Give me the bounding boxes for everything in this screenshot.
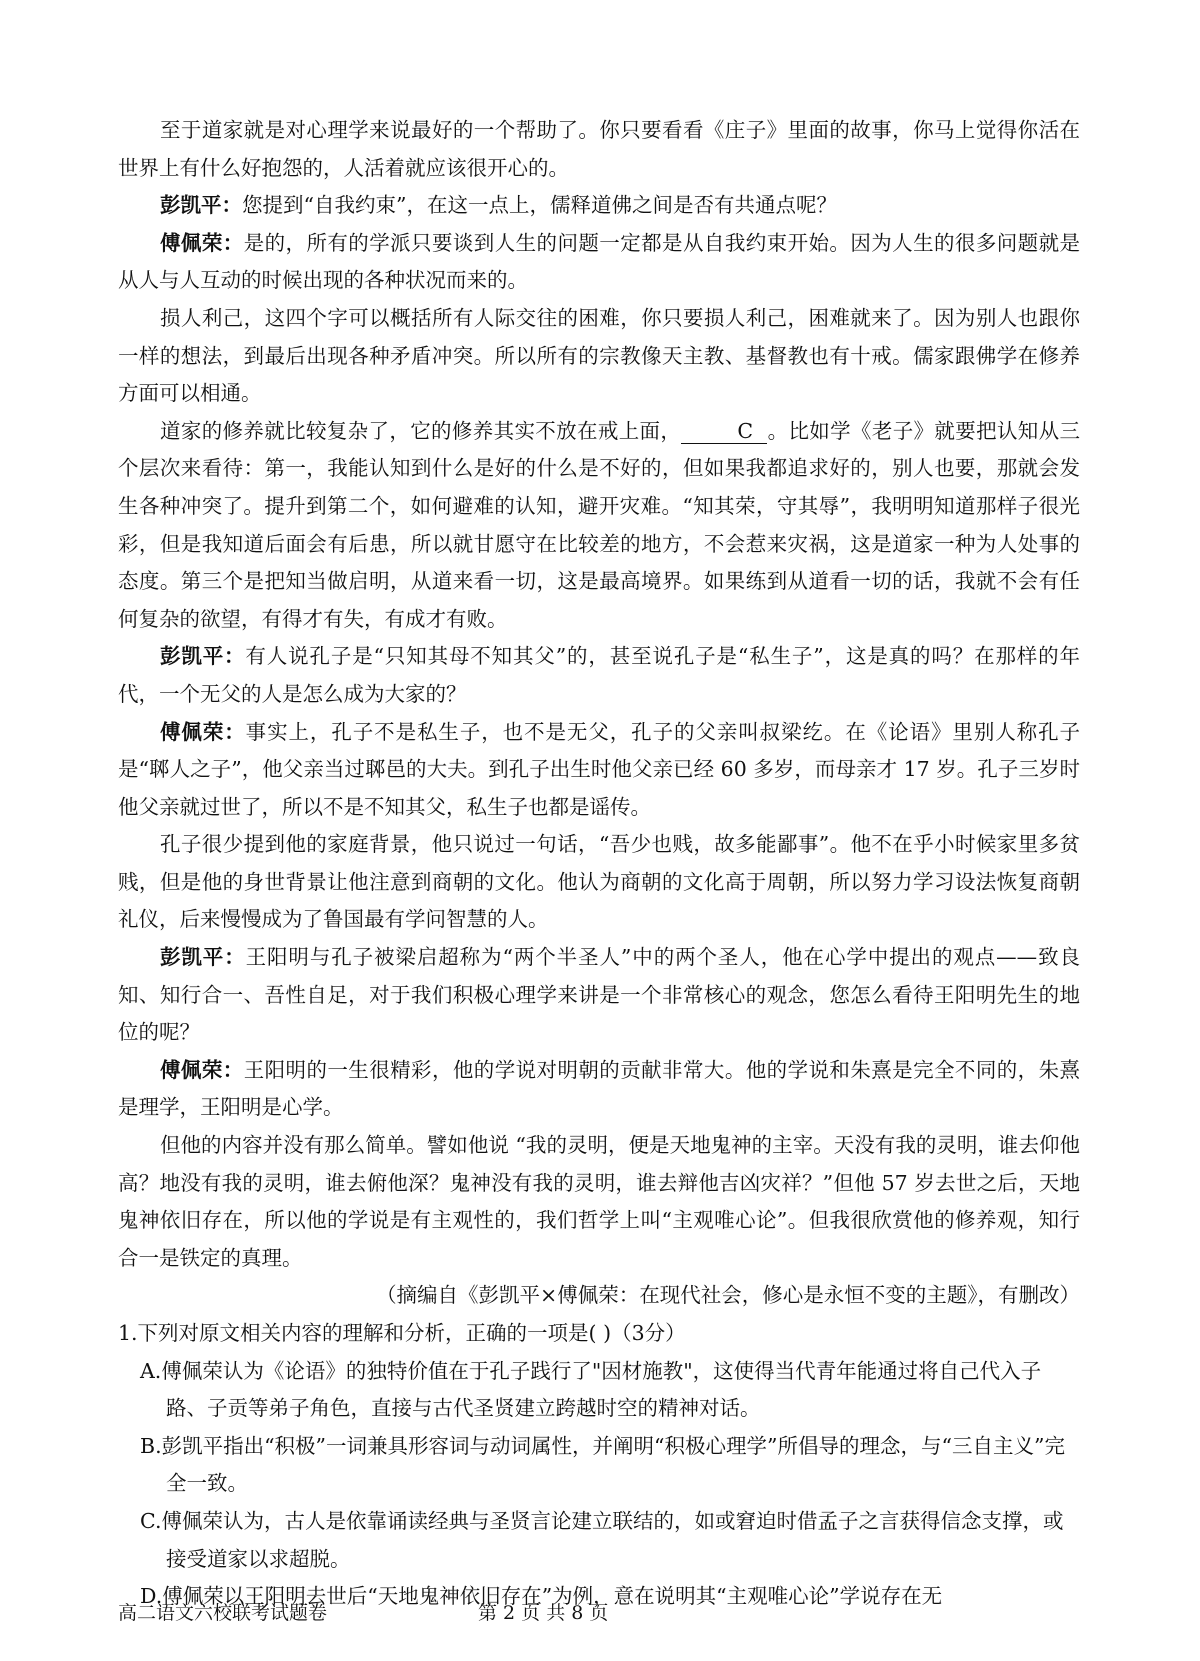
speaker: 彭凯平： — [160, 193, 242, 218]
speaker: 傅佩荣： — [160, 719, 246, 744]
paragraph-3 — [118, 225, 1080, 300]
speaker: 彭凯平： — [160, 644, 246, 669]
paragraph-11 — [118, 1127, 1080, 1277]
paragraph-text-after: 。比如学《老子》就要把认知从三个层次来看待：第一，我能认知到什么是好的什么是不好的，但如果我都追求好的，别人也要，那就会发生各种冲突了。提升到第二个，如何避难的认知，避开灾难。“知其荣，守其辱”，我明明知道那样子很光彩，但是我知道后面会有后患，所以就甘愿守在比较差的地方，不会惹来灾祸，这是道家一种为人处事的态度。第三个是把知当做启明，从道来看一切，这是最高境界。如果练到从道看一切的话，我就不会有任何复杂的欲望，有得才有失，有成才有败。 — [118, 418, 1080, 631]
exam-title: 高二语文六校联考试题卷 — [118, 1602, 328, 1624]
document-body — [118, 112, 1080, 1616]
paragraph-text: 损人利己，这四个字可以概括所有人际交往的困难，你只要损人利己，困难就来了。因为别人也跟你一样的想法，到最后出现各种矛盾冲突。所以所有的宗教像天主教、基督教也有十戒。儒家跟佛学在修养方面可以相通。 — [118, 305, 1080, 406]
paragraph-text: 是的，所有的学派只要谈到人生的问题一定都是从自我约束开始。因为人生的很多问题就是从人与人互动的时候出现的各种状况而来的。 — [118, 230, 1081, 293]
paragraph-1 — [118, 112, 1080, 187]
paragraph-text: 王阳明的一生很精彩，他的学说对明朝的贡献非常大。他的学说和朱熹是完全不同的，朱熹是理学，王阳明是心学。 — [118, 1057, 1081, 1120]
paragraph-with-blank — [118, 413, 1080, 639]
source-citation: （摘编自《彭凯平×傅佩荣：在现代社会，修心是永恒不变的主题》，有删改） — [376, 1283, 1080, 1308]
paragraph-text: 事实上，孔子不是私生子，也不是无父，孔子的父亲叫叔梁纥。在《论语》里别人称孔子是“郰人之子”，他父亲当过郰邑的大夫。到孔子出生时他父亲已经 60 多岁，而母亲才 17 岁。孔子三岁时他父亲就过世了，所以不是不知其父，私生子也都是谣传。 — [118, 719, 1081, 819]
paragraph-8 — [118, 826, 1080, 939]
speaker: 傅佩荣： — [160, 1057, 244, 1082]
speaker: 彭凯平： — [160, 945, 246, 970]
paragraph-10 — [118, 1052, 1080, 1127]
paragraph-9 — [118, 939, 1080, 1052]
paragraph-text: 至于道家就是对心理学来说最好的一个帮助了。你只要看看《庄子》里面的故事，你马上觉得你活在世界上有什么好抱怨的，人活着就应该很开心的。 — [118, 118, 1080, 180]
paragraph-text: 王阳明与孔子被梁启超称为“两个半圣人”中的两个圣人，他在心学中提出的观点——致良知、知行合一、吾性自足，对于我们积极心理学来讲是一个非常核心的观念，您怎么看待王阳明先生的地位的呢？ — [118, 945, 1080, 1045]
paragraph-2 — [118, 187, 1080, 225]
option-a: A.傅佩荣认为《论语》的独特价值在于孔子践行了"因材施教"，这使得当代青年能通过将自己代入子路、子贡等弟子角色，直接与古代圣贤建立跨越时空的精神对话。 — [140, 1358, 1042, 1421]
paragraph-text: 您提到“自我约束”，在这一点上，儒释道佛之间是否有共通点呢？ — [242, 193, 837, 218]
paragraph-7 — [118, 714, 1080, 827]
page-number: 第 2 页 共 8 页 — [478, 1602, 609, 1624]
fill-in-blank: C — [681, 419, 767, 444]
paragraph-text: 有人说孔子是“只知其母不知其父”的，甚至说孔子是“私生子”，这是真的吗？在那样的年代，一个无父的人是怎么成为大家的？ — [118, 644, 1081, 706]
option-d: D.傅佩荣以王阳明去世后“天地鬼神依旧存在”为例，意在说明其“主观唯心论”学说存在无 — [140, 1584, 943, 1609]
speaker: 傅佩荣： — [160, 230, 244, 255]
paragraph-text: 但他的内容并没有那么简单。譬如他说 “我的灵明，便是天地鬼神的主宰。天没有我的灵明，谁去仰他高？地没有我的灵明，谁去俯他深？鬼神没有我的灵明，谁去辩他吉凶灾祥？”但他 57 岁去世之后，天地鬼神依旧存在，所以他的学说是有主观性的，我们哲学上叫“主观唯心论”。但我很欣赏他的修养观，知行合一是铁定的真理。 — [118, 1133, 1080, 1270]
paragraph-6 — [118, 638, 1080, 713]
paragraph-text-before: 道家的修养就比较复杂了，它的修养其实不放在戒上面， — [160, 418, 682, 443]
option-b: B.彭凯平指出“积极”一词兼具形容词与动词属性，并阐明“积极心理学”所倡导的理念，与“三自主义”完全一致。 — [140, 1433, 1065, 1496]
paragraph-text: 孔子很少提到他的家庭背景，他只说过一句话，“吾少也贱，故多能鄙事”。他不在乎小时候家里多贫贱，但是他的身世背景让他注意到商朝的文化。他认为商朝的文化高于周朝，所以努力学习设法恢复商朝礼仪，后来慢慢成为了鲁国最有学问智慧的人。 — [118, 832, 1080, 932]
question-stem: 1.下列对原文相关内容的理解和分析，正确的一项是( )（3分） — [118, 1321, 686, 1345]
paragraph-4 — [118, 300, 1080, 413]
option-c: C.傅佩荣认为，古人是依靠诵读经典与圣贤言论建立联结的，如或窘迫时借孟子之言获得信念支撑，或接受道家以求超脱。 — [140, 1508, 1064, 1571]
